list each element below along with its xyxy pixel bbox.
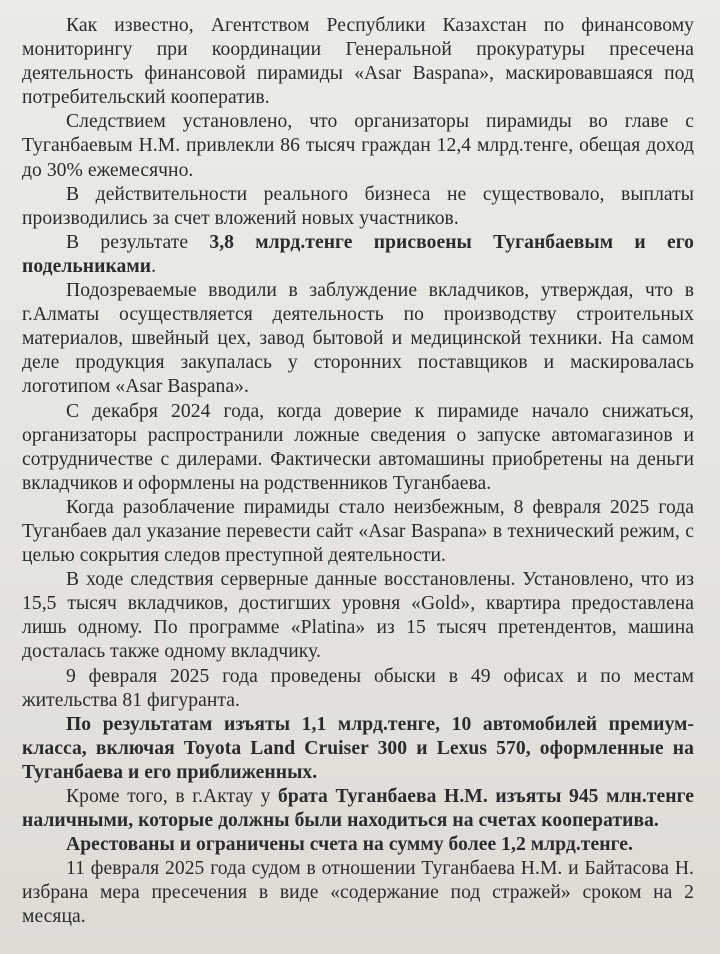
document-paragraph	[22, 833, 694, 857]
text-run: Кроме того, в г.Актау у	[66, 786, 278, 807]
text-run: Подозреваемые вводили в заблуждение вкладчиков, утверждая, что в г.Алматы осуществляется деятельность по производству строительных материалов, швейный цех, завод бытовой и медицинской техники. На самом деле продукция закупалась у сторонних поставщиков и маскировалась логотипом «Asar Baspana».	[22, 280, 694, 398]
document-paragraph	[22, 183, 694, 231]
text-run: Следствием установлено, что организаторы пирамиды во главе с Туганбаевым Н.М. привлекли 86 тысяч граждан 12,4 млрд.тенге, обещая доход до 30% ежемесячно.	[22, 111, 694, 181]
text-run: С декабря 2024 года, когда доверие к пирамиде начало снижаться, организаторы распространили ложные сведения о запуске автомагазинов и сотрудничестве с дилерами. Фактически автомашины приобретены на деньги вкладчиков и оформлены на родственников Туганбаева.	[22, 400, 694, 494]
bold-text-run: 3,8 млрд.тенге присвоены Туганбаевым и его подельниками	[22, 231, 695, 277]
document-paragraph	[22, 857, 694, 929]
text-run: Как известно, Агентством Республики Казахстан по финансовому мониторингу при координации Генеральной прокуратуры пресечена деятельность финансовой пирамиды «Asar Baspana», маскировавшаяся под потребительский кооператив.	[22, 15, 694, 109]
text-run: В ходе следствия серверные данные восстановлены. Установлено, что из 15,5 тысяч вкладчиков, достигших уровня «Gold», квартира предоставлена лишь одному. По программе «Platina» из 15 тысяч претендентов, машина досталась также одному вкладчику.	[22, 569, 694, 663]
text-run: В результате	[66, 231, 210, 253]
text-run: Когда разоблачение пирамиды стало неизбежным, 8 февраля 2025 года Туганбаев дал указание перевести сайт «Asar Baspana» в технический режим, с целью сокрытия следов преступной деятельности.	[22, 496, 694, 567]
document-paragraph	[22, 496, 694, 568]
document-paragraph	[22, 665, 694, 713]
document-paragraph	[22, 14, 694, 110]
bold-text-run: брата Туганбаева Н.М. изъяты 945 млн.тенге наличными, которые должны были находиться на счетах кооператива.	[22, 786, 695, 832]
document-paragraph	[22, 110, 694, 182]
document-paragraph	[22, 400, 694, 496]
document-paragraph	[22, 279, 694, 399]
text-run: В действительности реального бизнеса не существовало, выплаты производились за счет вложений новых участников.	[22, 183, 694, 229]
document-paragraph	[22, 231, 694, 279]
text-run: 9 февраля 2025 года проведены обыски в 49 офисах и по местам жительства 81 фигуранта.	[22, 665, 694, 711]
document-paragraph	[22, 713, 694, 785]
document-body	[22, 14, 694, 930]
text-run: 11 февраля 2025 года судом в отношении Туганбаева Н.М. и Байтасова Н. избрана мера пресечения в виде «содержание под стражей» сроком на 2 месяца.	[22, 858, 694, 928]
text-run: .	[151, 255, 157, 277]
document-paragraph	[22, 568, 694, 664]
bold-text-run: Арестованы и ограничены счета на сумму более 1,2 млрд.тенге.	[66, 834, 633, 856]
bold-text-run: По результатам изъяты 1,1 млрд.тенге, 10 автомобилей премиум-класса, включая Toyota Land Cruiser 300 и Lexus 570, оформленные на Туганбаева и его приближенных.	[22, 713, 694, 783]
document-paragraph	[22, 785, 694, 833]
